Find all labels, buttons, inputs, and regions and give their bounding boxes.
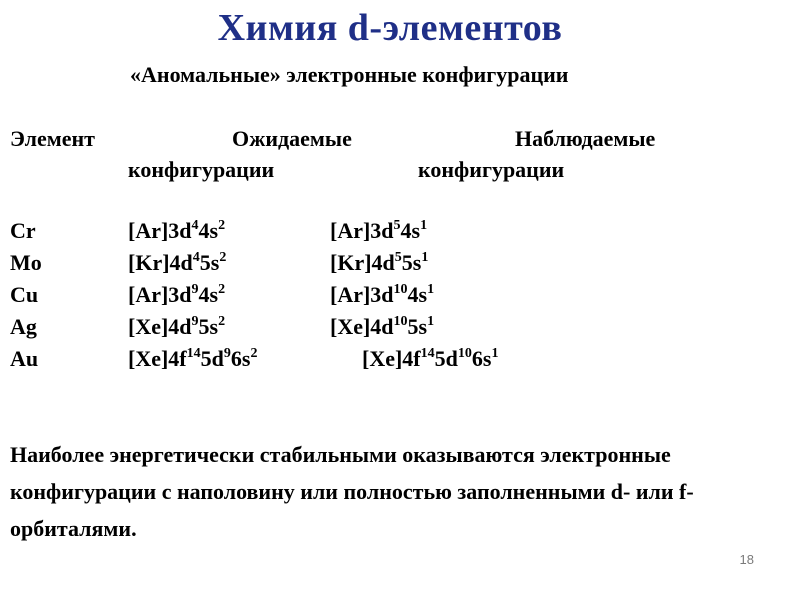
expected-config: $[Xe]4f^{14}5d^96s^2$ — [128, 346, 258, 371]
element-symbol: Cr — [10, 218, 36, 243]
element-symbol: Au — [10, 346, 39, 371]
observed-config: $[Kr]4d^55s^1$ — [330, 250, 429, 275]
element-symbol: Cu — [10, 282, 39, 307]
expected-config: $[Kr]4d^45s^2$ — [128, 250, 227, 275]
header-expected-line1: Ожидаемые — [232, 126, 352, 151]
observed-config: $[Xe]4d^{10}5s^1$ — [330, 314, 435, 339]
expected-config: $[Ar]3d^44s^2$ — [128, 218, 226, 243]
observed-config: $[Ar]3d^{10}4s^1$ — [330, 282, 435, 307]
table-row — [0, 250, 800, 280]
table-row — [0, 314, 800, 344]
slide-subtitle: «Аномальные» электронные конфигурации — [130, 62, 569, 87]
element-symbol: Ag — [10, 314, 37, 339]
table-row — [0, 282, 800, 312]
expected-config: $[Ar]3d^94s^2$ — [128, 282, 226, 307]
observed-config: $[Ar]3d^54s^1$ — [330, 218, 428, 243]
slide-title: Химия d-элементов — [217, 7, 563, 49]
table-row — [0, 346, 800, 376]
page-number: 18 — [739, 552, 754, 567]
element-symbol: Mo — [10, 250, 42, 275]
conclusion-text: Наиболее энергетически стабильными оказываются электронные конфигурации с наполовину или полностью заполненными d- или f-орбиталями. — [10, 442, 694, 541]
observed-config: $[Xe]4f^{14}5d^{10}6s^1$ — [362, 346, 499, 371]
table-row — [0, 218, 800, 248]
header-observed-line1: Наблюдаемые — [515, 126, 656, 151]
expected-config: $[Xe]4d^95s^2$ — [128, 314, 226, 339]
header-observed-line2: конфигурации — [418, 157, 565, 182]
header-element: Элемент — [10, 126, 95, 151]
header-expected-line2: конфигурации — [128, 157, 275, 182]
